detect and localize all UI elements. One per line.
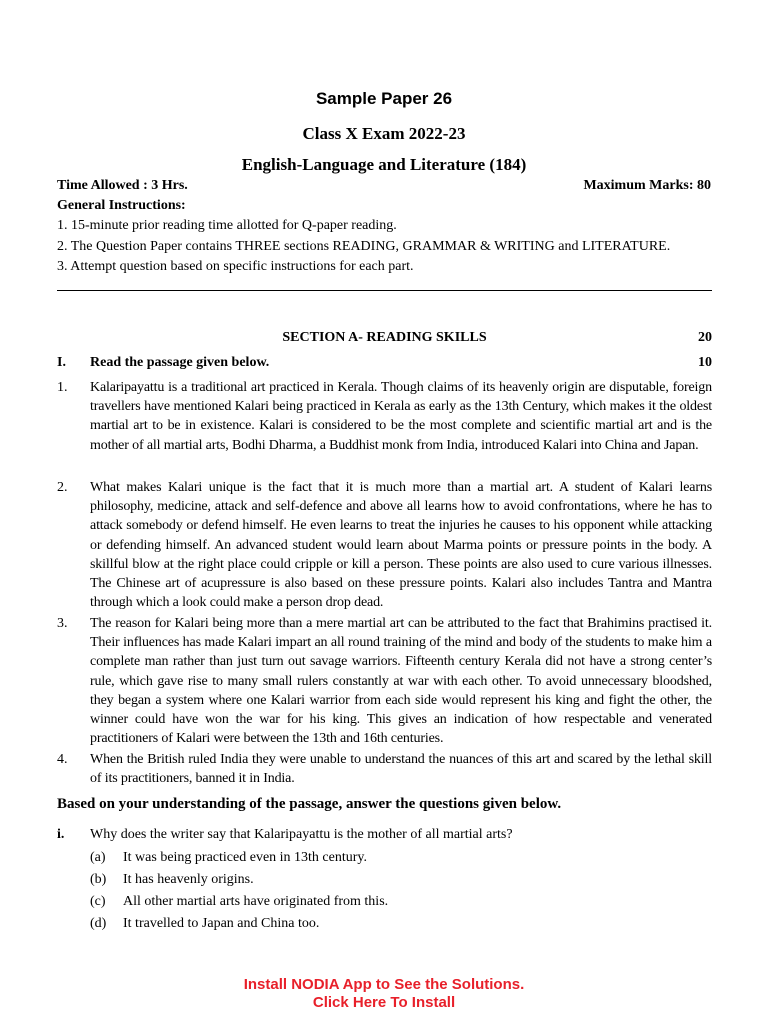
option-text: It travelled to Japan and China too. <box>123 916 320 931</box>
option-text: All other martial arts have originated from this. <box>123 894 389 909</box>
questions-instruction: Based on your understanding of the passage, answer the questions given below. <box>57 796 562 812</box>
option-label: (b) <box>90 872 107 887</box>
instruction-item: 3. Attempt question based on specific instructions for each part. <box>57 259 414 274</box>
paragraph-text: The reason for Kalari being more than a mere martial art can be attributed to the fact that Brahimins practised it. Their influences has made Kalari impart an all round training of the mind and body of the students to make him a complete man rather than just turn out savage warriors. Fifteenth century Kerala did not have a strong center’s rule, which gave rise to many small rulers constantly at war with each other. To avoid unnecessary bloodshed, they began a system where one Kalari warrior from each side would represent his king and fight the other, the winner could have won the war for his king. This gives an indication of how respectable and venerated practitioners of Kalari were between the 13th and 16th centuries. <box>90 616 712 747</box>
question-marks: 10 <box>698 355 712 370</box>
option-label: (c) <box>90 894 106 909</box>
instruction-item: 2. The Question Paper contains THREE sections READING, GRAMMAR & WRITING and LITERATURE. <box>57 239 671 254</box>
exam-title: Class X Exam 2022-23 <box>302 124 466 143</box>
time-marks-row <box>57 176 711 196</box>
mcq-number: i. <box>57 827 65 842</box>
paragraph-number: 4. <box>57 752 68 767</box>
question-instruction: Read the passage given below. <box>90 355 270 370</box>
section-title: SECTION A- READING SKILLS <box>282 330 487 345</box>
passage-paragraph <box>57 750 712 788</box>
paragraph-text: What makes Kalari unique is the fact that it is much more than a martial art. A student of Kalari learns philosophy, medicine, attack and self-defence and above all learns how to avoid confrontations, where he has to attack somebody or defend himself. He even learns to treat the injuries he causes to his opponent while attacking or defending himself. An advanced student would learn about Marma points or pressure points in the body. A skillful blow at the right place could cripple or kill a person. These points are also used to cure various illnesses. The Chinese art of acupressure is also based on these pressure points. Kalari also includes Tantra and Mantra through which a look could make a person drop dead. <box>90 480 712 611</box>
question-number: I. <box>57 355 66 370</box>
divider <box>57 290 712 291</box>
passage-paragraph <box>57 478 712 612</box>
option-label: (d) <box>90 916 107 931</box>
paragraph-number: 1. <box>57 380 68 395</box>
mcq-stem: Why does the writer say that Kalaripayattu is the mother of all martial arts? <box>90 827 513 842</box>
paragraph-text: Kalaripayattu is a traditional art practiced in Kerala. Though claims of its heavenly origin are disputable, foreign travellers have mentioned Kalari being practiced in Kerala as early as the 13th Century, which makes it the oldest martial art to be in existence. Kalari is considered to be the most complete and scientific martial art and is the mother of all martial arts, Bodhi Dharma, a Buddhist monk from India, introduced Kalari into China and Japan. <box>90 380 712 453</box>
time-allowed: Time Allowed : 3 Hrs. <box>57 178 188 193</box>
instruction-item: 1. 15-minute prior reading time allotted for Q-paper reading. <box>57 218 397 233</box>
option-label: (a) <box>90 850 106 865</box>
passage-paragraph <box>57 378 712 455</box>
section-marks: 20 <box>698 330 712 345</box>
passage-paragraph <box>57 614 712 748</box>
paragraph-text: When the British ruled India they were unable to understand the nuances of this art and scared by the lethal skill of its practitioners, banned it in India. <box>90 752 712 787</box>
option-text: It was being practiced even in 13th century. <box>123 850 368 865</box>
paper-title: Sample Paper 26 <box>315 89 453 108</box>
paragraph-number: 3. <box>57 616 68 631</box>
paragraph-number: 2. <box>57 480 68 495</box>
click-to-install-link[interactable]: Click Here To Install <box>312 994 456 1011</box>
install-app-link[interactable]: Install NODIA App to See the Solutions. <box>243 976 525 993</box>
option-text: It has heavenly origins. <box>123 872 254 887</box>
instructions-heading: General Instructions: <box>57 198 186 213</box>
maximum-marks: Maximum Marks: 80 <box>583 178 711 193</box>
subject-title: English-Language and Literature (184) <box>241 155 527 174</box>
